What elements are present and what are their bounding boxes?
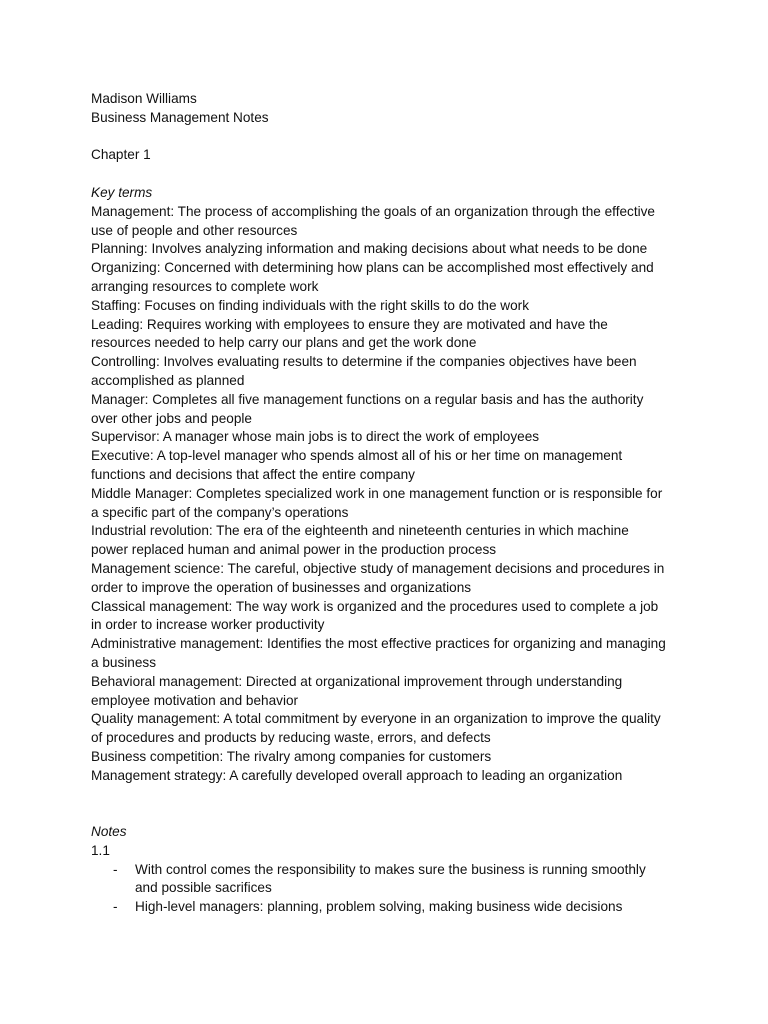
notes-item-text: With control comes the responsibility to makes sure the business is running smoothly [135,861,646,877]
key-term-line: Supervisor: A manager whose main jobs is to direct the work of employees [91,429,540,445]
notes-list [91,861,691,917]
key-term-line: arranging resources to complete work [91,278,319,294]
key-term-line: Executive: A top-level manager who spends almost all of his or her time on management [91,448,623,464]
key-term-line: Manager: Completes all five management functions on a regular basis and has the authority [91,391,644,407]
key-term-line: of procedures and products by reducing waste, errors, and defects [91,730,491,746]
key-term-line: functions and decisions that affect the entire company [91,466,415,482]
spacer [91,128,691,147]
notes-list-item [91,879,691,898]
author-name: Madison Williams [91,91,197,106]
bullet-dash: - [113,861,118,877]
notes-item-text: High-level managers: planning, problem solving, making business wide decisions [135,899,623,915]
key-term-line: Business competition: The rivalry among companies for customers [91,748,492,764]
spacer [91,785,691,823]
key-term-line: Behavioral management: Directed at organizational improvement through understanding [91,673,623,689]
chapter-heading: Chapter 1 [91,147,151,163]
key-term-line: Administrative management: Identifies the most effective practices for organizing and managing [91,636,666,652]
notes-list-item [91,898,691,917]
notes-heading: Notes [91,824,127,840]
spacer [91,165,691,184]
key-terms-list [91,203,691,786]
key-term-line: Classical management: The way work is organized and the procedures used to complete a job [91,598,659,614]
key-term-line: Management strategy: A carefully developed overall approach to leading an organization [91,767,623,783]
key-term-line: employee motivation and behavior [91,692,299,708]
key-term-line: accomplished as planned [91,372,245,388]
bullet-dash: - [113,899,118,915]
key-term-line: Industrial revolution: The era of the eighteenth and nineteenth centuries in which machine [91,523,629,539]
notes-section-number: 1.1 [91,842,110,858]
key-term-line: Management science: The careful, objective study of management decisions and procedures in [91,560,665,576]
key-term-line: power replaced human and animal power in the production process [91,542,497,558]
document-title: Business Management Notes [91,109,269,125]
key-term-line: in order to increase worker productivity [91,617,325,633]
key-term-line: a business [91,654,156,670]
key-term-line: a specific part of the company’s operations [91,504,349,520]
key-term-line: Organizing: Concerned with determining how plans can be accomplished most effectively and [91,260,654,276]
key-term-line: Planning: Involves analyzing information and making decisions about what needs to be done [91,241,648,257]
notes-list-item [91,861,691,880]
key-term-line: Quality management: A total commitment by everyone in an organization to improve the quality [91,711,661,727]
key-term-line: Middle Manager: Completes specialized work in one management function or is responsible for [91,485,663,501]
key-term-line: over other jobs and people [91,410,252,426]
document-content [91,90,691,917]
key-term-line: order to improve the operation of businesses and organizations [91,579,472,595]
key-term-line: Controlling: Involves evaluating results to determine if the companies objectives have been [91,354,637,370]
key-term-line: Leading: Requires working with employees to ensure they are motivated and have the [91,316,608,332]
key-term-line: Staffing: Focuses on finding individuals with the right skills to do the work [91,297,530,313]
notes-item-text: and possible sacrifices [135,880,272,896]
key-term-line: resources needed to help carry our plans and get the work done [91,335,477,351]
key-term-line: use of people and other resources [91,222,298,238]
key-term-line: Management: The process of accomplishing the goals of an organization through the effective [91,203,655,219]
key-terms-heading: Key terms [91,184,153,200]
